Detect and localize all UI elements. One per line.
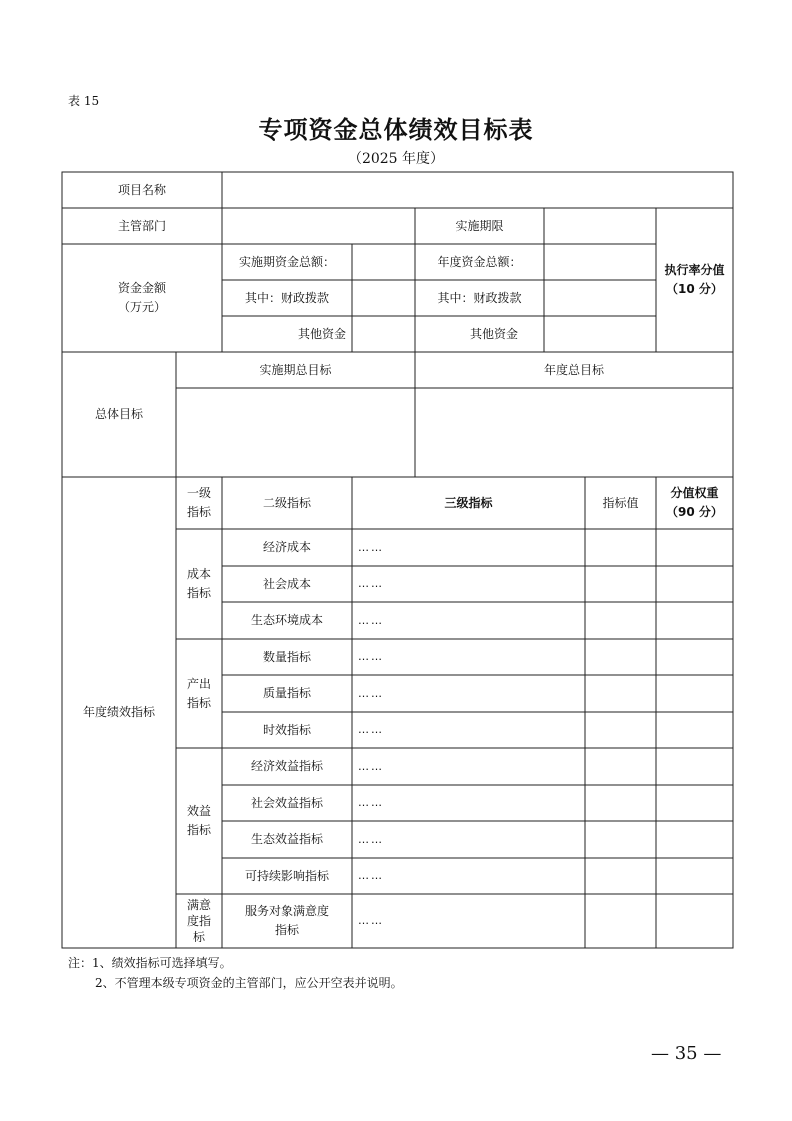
level3-row[interactable]: …… [358, 869, 384, 883]
level2-header: 二级指标 [262, 495, 311, 510]
level3-row[interactable]: …… [358, 832, 384, 846]
year-goal-field[interactable] [415, 388, 733, 477]
level2-quality: 质量指标 [262, 686, 311, 701]
level3-row[interactable]: …… [358, 540, 384, 554]
table-number: 表 15 [68, 94, 100, 108]
total-year-funds-field[interactable] [544, 244, 656, 280]
execution-rate-title: 执行率分值 [664, 263, 725, 278]
level3-row[interactable]: …… [358, 796, 384, 810]
funds-amount-label [62, 244, 222, 352]
period-goal-field[interactable] [176, 388, 415, 477]
level1-cost: 成本 指标 [186, 567, 211, 600]
overall-goal-label: 总体目标 [94, 407, 143, 422]
level2-economic-benefit: 经济效益指标 [250, 759, 323, 774]
level3-header: 三级指标 [444, 495, 493, 510]
period-label: 实施期限 [455, 218, 504, 233]
fiscal-period-funds-field[interactable] [352, 280, 415, 316]
weight-header-points: （90 分） [666, 505, 723, 519]
level3-row[interactable]: …… [358, 723, 384, 737]
funds-amount-unit: （万元） [117, 300, 166, 314]
other-year-funds-field[interactable] [544, 316, 656, 352]
fiscal-period-funds-label: 其中：财政拨款 [244, 290, 329, 305]
total-period-funds-field[interactable] [352, 244, 415, 280]
level1-header [176, 477, 222, 529]
page-subtitle: （2025 年度） [347, 151, 445, 167]
level3-row[interactable]: …… [358, 914, 384, 928]
annual-indicators-label: 年度绩效指标 [82, 705, 155, 720]
level2-service-satisfaction: 服务对象满意度 指标 [244, 904, 329, 937]
other-period-funds-label: 其他资金 [297, 326, 346, 341]
department-label: 主管部门 [117, 218, 166, 233]
level2-eco-cost: 生态环境成本 [250, 613, 323, 628]
other-year-funds-label: 其他资金 [469, 326, 518, 341]
department-field[interactable] [222, 208, 415, 244]
total-year-funds-label: 年度资金总额： [437, 254, 522, 269]
project-name-field[interactable] [222, 172, 733, 208]
note-2: 2、不管理本级专项资金的主管部门，应公开空表并说明。 [95, 976, 403, 990]
page-title: 专项资金总体绩效目标表 [258, 116, 534, 144]
page-number: — 35 — [651, 1043, 722, 1064]
execution-rate-points: （10 分） [666, 282, 723, 296]
level2-quantity: 数量指标 [262, 649, 311, 664]
indicator-value-header: 指标值 [602, 495, 639, 510]
level1-satisfaction: 满意 度指 标 [186, 897, 211, 945]
level1-header-line1: 一级 [186, 486, 211, 501]
level2-social-benefit: 社会效益指标 [250, 795, 323, 810]
level2-eco-benefit: 生态效益指标 [250, 832, 323, 847]
year-goal-label: 年度总目标 [543, 362, 604, 377]
fiscal-year-funds-field[interactable] [544, 280, 656, 316]
level3-row[interactable]: …… [358, 650, 384, 664]
level2-timeliness: 时效指标 [262, 722, 311, 737]
level1-benefit: 效益 指标 [186, 804, 211, 837]
level2-social-cost: 社会成本 [262, 576, 311, 591]
level2-economic-cost: 经济成本 [262, 540, 311, 555]
funds-amount-title: 资金金额 [117, 281, 166, 296]
total-period-funds-label: 实施期资金总额： [238, 254, 335, 269]
level3-row[interactable]: …… [358, 686, 384, 700]
period-field[interactable] [544, 208, 656, 244]
fiscal-year-funds-label: 其中：财政拨款 [437, 290, 522, 305]
note-1: 注：1、绩效指标可选择填写。 [68, 956, 232, 970]
level3-row[interactable]: …… [358, 613, 384, 627]
level1-header-line2: 指标 [186, 505, 211, 519]
period-goal-label: 实施期总目标 [259, 362, 332, 377]
level1-output: 产出 指标 [186, 676, 211, 710]
project-name-label: 项目名称 [117, 182, 166, 197]
weight-header-title: 分值权重 [670, 486, 719, 501]
weight-header [656, 477, 733, 529]
level3-row[interactable]: …… [358, 759, 384, 773]
level2-sustainability: 可持续影响指标 [244, 868, 329, 883]
level3-row[interactable]: …… [358, 577, 384, 591]
other-period-funds-field[interactable] [352, 316, 415, 352]
execution-rate-score [656, 208, 733, 352]
